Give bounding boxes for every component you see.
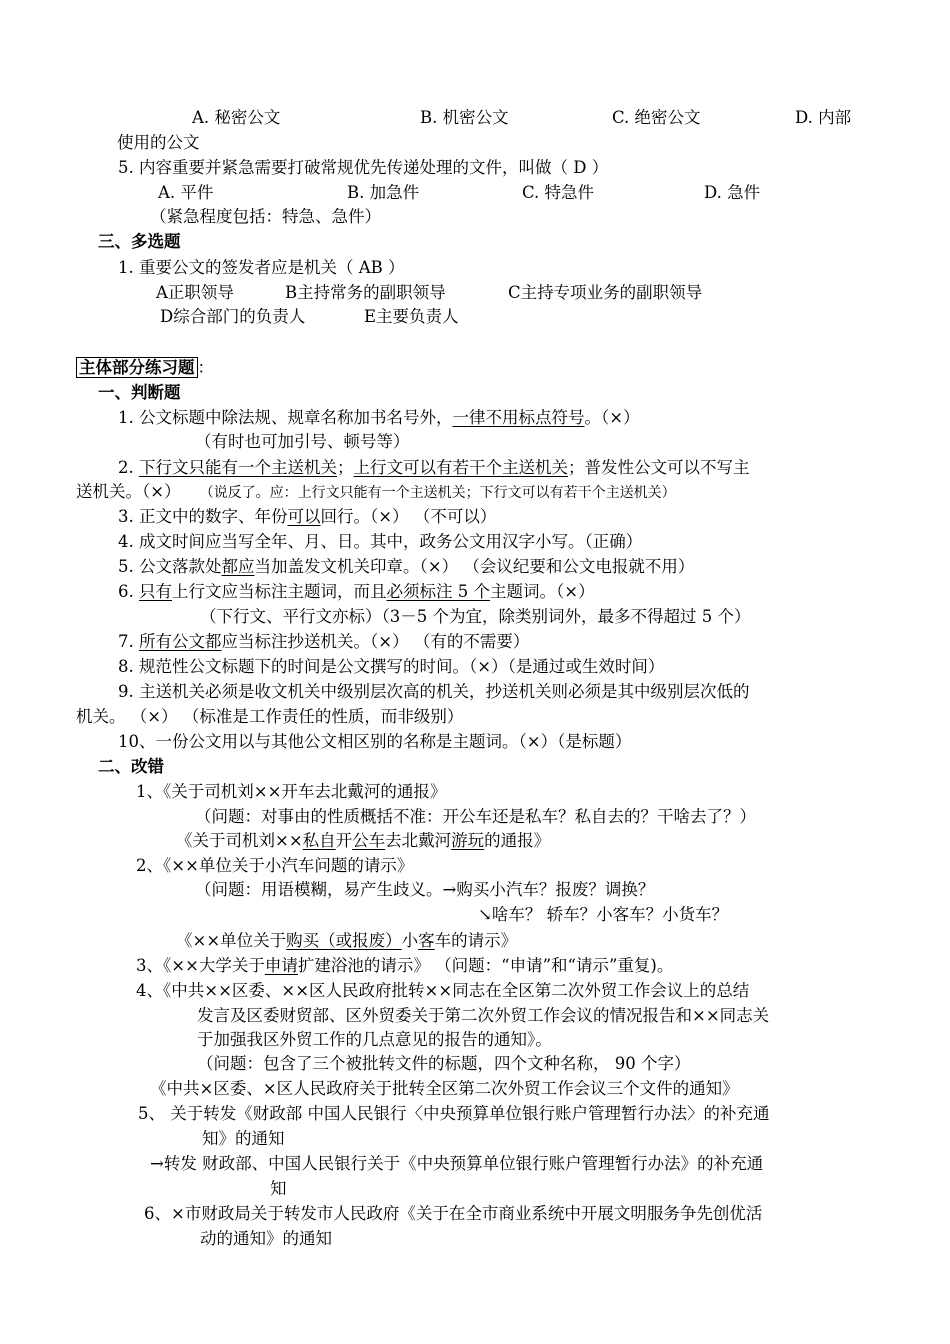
text-span: 去北戴河 [385, 831, 452, 850]
correct-4-cont: 发言及区委财贸部、区外贸委关于第二次外贸工作会议的情况报告和××同志关 [197, 1006, 770, 1025]
text-span: 开 [335, 831, 353, 850]
text-span: 5. 公文落款处 [118, 557, 222, 576]
underlined-text: 购买（或报废） [286, 931, 402, 950]
text-span: 车的请示》 [434, 931, 518, 950]
q5-note: （紧急程度包括：特急、急件） [150, 207, 381, 226]
text-span: 3、《××大学关于 [136, 956, 265, 975]
q5-option-d: D. 急件 [704, 183, 761, 202]
text-span: ； [337, 458, 354, 477]
underlined-text: 必须标注 5 个 [386, 582, 490, 601]
underlined-text: 私自 [302, 831, 336, 850]
text-line: 使用的公文 [117, 133, 200, 152]
correct-1-note: （问题：对事由的性质概括不准：开公车还是私车？私自去的？干啥去了？） [195, 807, 756, 826]
correct-6-cont: 动的通知》的通知 [200, 1229, 332, 1248]
judge-3 [118, 506, 496, 528]
correct-5-fix: →转发 财政部、中国人民银行关于《中央预算单位银行账户管理暂行办法》的补充通 [150, 1154, 764, 1173]
judge-2-cont [76, 481, 676, 504]
judge-2 [118, 457, 750, 479]
multi-heading: 三、多选题 [98, 232, 181, 251]
underlined-text: 一律不用标点符号 [452, 408, 585, 427]
multi-option-d: D综合部门的负责人 [160, 307, 306, 326]
multi-option-e: E主要负责人 [364, 307, 459, 326]
underlined-text: 都应 [221, 557, 255, 576]
correct-2-note2: ↘啥车？ 轿车？小客车？小货车？ [478, 905, 729, 924]
q5-option-a: A. 平件 [158, 183, 214, 202]
judge-2-note: （说反了。应：上行文只能有一个主送机关；下行文可以有若干个主送机关） [206, 485, 676, 501]
judge-4: 4. 成文时间应当写全年、月、日。其中，政务公文用汉字小写。（正确） [118, 532, 643, 551]
text-span: 上行文应当标注主题词，而且 [172, 582, 387, 601]
judge-8: 8. 规范性公文标题下的时间是公文撰写的时间。（×）（是通过或生效时间） [118, 657, 665, 676]
text-span: 《××单位关于 [176, 931, 287, 950]
judge-9-cont: 机关。 （×） （标准是工作责任的性质，而非级别） [76, 707, 464, 726]
multi-question-1: 1. 重要公文的签发者应是机关（ AB ） [118, 258, 405, 277]
text-span: 2. [118, 458, 139, 477]
judge-10: 10、一份公文用以与其他公文相区别的名称是主题词。（×）（是标题） [118, 732, 632, 751]
question-5: 5. 内容重要并紧急需要打破常规优先传递处理的文件，叫做（ D ） [118, 158, 609, 177]
judge-heading: 一、判断题 [98, 383, 181, 402]
q5-option-b: B. 加急件 [347, 183, 420, 202]
judge-9: 9. 主送机关必须是收文机关中级别层次高的机关，抄送机关则必须是其中级别层次低的 [118, 682, 750, 701]
option-b: B. 机密公文 [420, 108, 509, 127]
correct-3 [136, 955, 673, 977]
underlined-text: 只有 [139, 582, 172, 601]
correct-4-fix: 《中共×区委、×区人民政府关于批转全区第二次外贸工作会议三个文件的通知》 [150, 1079, 739, 1098]
correct-heading: 二、改错 [98, 757, 164, 776]
multi-option-b: B主持常务的副职领导 [285, 283, 446, 302]
q5-option-c: C. 特急件 [522, 183, 595, 202]
section-title-line [76, 357, 214, 379]
text-span: 主题词。（×） [490, 582, 595, 601]
underlined-text: 所有公文都 [139, 632, 222, 651]
judge-5 [118, 556, 694, 578]
text-span: 扩建浴池的请示》 （问题：“申请”和“请示”重复)。 [297, 956, 674, 975]
correct-1-fix [176, 830, 550, 852]
underlined-text: 游玩 [451, 831, 485, 850]
correct-5-fix-cont: 知 [270, 1179, 287, 1198]
text-span: 送机关。（×） [76, 482, 181, 501]
correct-5-cont: 知》的通知 [202, 1129, 285, 1148]
judge-1 [118, 407, 640, 429]
judge-6 [118, 581, 595, 603]
text-span: 当加盖发文机关印章。（×） （会议纪要和公文电报就不用） [254, 557, 695, 576]
multi-option-a: A正职领导 [156, 283, 234, 302]
underlined-text: 下行文只能有一个主送机关 [139, 458, 337, 477]
text-span: 7. [118, 632, 139, 651]
correct-6: 6、×市财政局关于转发市人民政府《关于在全市商业系统中开展文明服务争先创优活 [144, 1204, 763, 1223]
text-span: 回行。（×） （不可以） [320, 507, 497, 526]
correct-4-note: （问题：包含了三个被批转文件的标题，四个文种名称， 90 个字） [197, 1054, 691, 1073]
text-span: 的通报》 [484, 831, 551, 850]
correct-1: 1、《关于司机刘××开车去北戴河的通报》 [136, 782, 447, 801]
option-d: D. 内部 [795, 108, 852, 127]
text-span: 。（×） [584, 408, 640, 427]
text-span: ；普发性公文可以不写主 [568, 458, 750, 477]
text-span: 小 [401, 931, 419, 950]
text-span: 3. 正文中的数字、年份 [118, 507, 288, 526]
correct-4: 4、《中共××区委、××区人民政府批转××同志在全区第二次外贸工作会议上的总结 [136, 981, 750, 1000]
judge-7 [118, 631, 529, 653]
correct-4-cont: 于加强我区外贸工作的几点意见的报告的通知》。 [197, 1030, 552, 1049]
correct-2-fix [176, 930, 517, 952]
section-title: 主体部分练习题 [76, 357, 198, 378]
underlined-text: 申请 [264, 956, 298, 975]
judge-6-note: （下行文、平行文亦标）（3－5 个为宜，除类别词外，最多不得超过 5 个） [200, 607, 751, 626]
option-c: C. 绝密公文 [612, 108, 701, 127]
correct-2: 2、《××单位关于小汽车问题的请示》 [136, 856, 414, 875]
correct-2-note: （问题：用语模糊，易产生歧义。→购买小汽车？报废？调换？ [195, 880, 655, 899]
option-a: A. 秘密公文 [192, 108, 281, 127]
text-span: 《关于司机刘×× [176, 831, 303, 850]
text-span: 1. 公文标题中除法规、规章名称加书名号外， [118, 408, 453, 427]
judge-1-note: （有时也可加引号、顿号等） [195, 432, 410, 451]
text-span: 应当标注抄送机关。（×） （有的不需要） [221, 632, 530, 651]
multi-option-c: C主持专项业务的副职领导 [508, 283, 703, 302]
correct-5: 5、 关于转发《财政部 中国人民银行〈中央预算单位银行账户管理暂行办法〉的补充通 [138, 1104, 770, 1123]
underlined-text: 可以 [287, 507, 321, 526]
text-span: 6. [118, 582, 139, 601]
underlined-text: 客 [418, 931, 435, 950]
section-title-colon: ： [197, 358, 214, 377]
underlined-text: 公车 [352, 831, 386, 850]
underlined-text: 上行文可以有若干个主送机关 [353, 458, 568, 477]
